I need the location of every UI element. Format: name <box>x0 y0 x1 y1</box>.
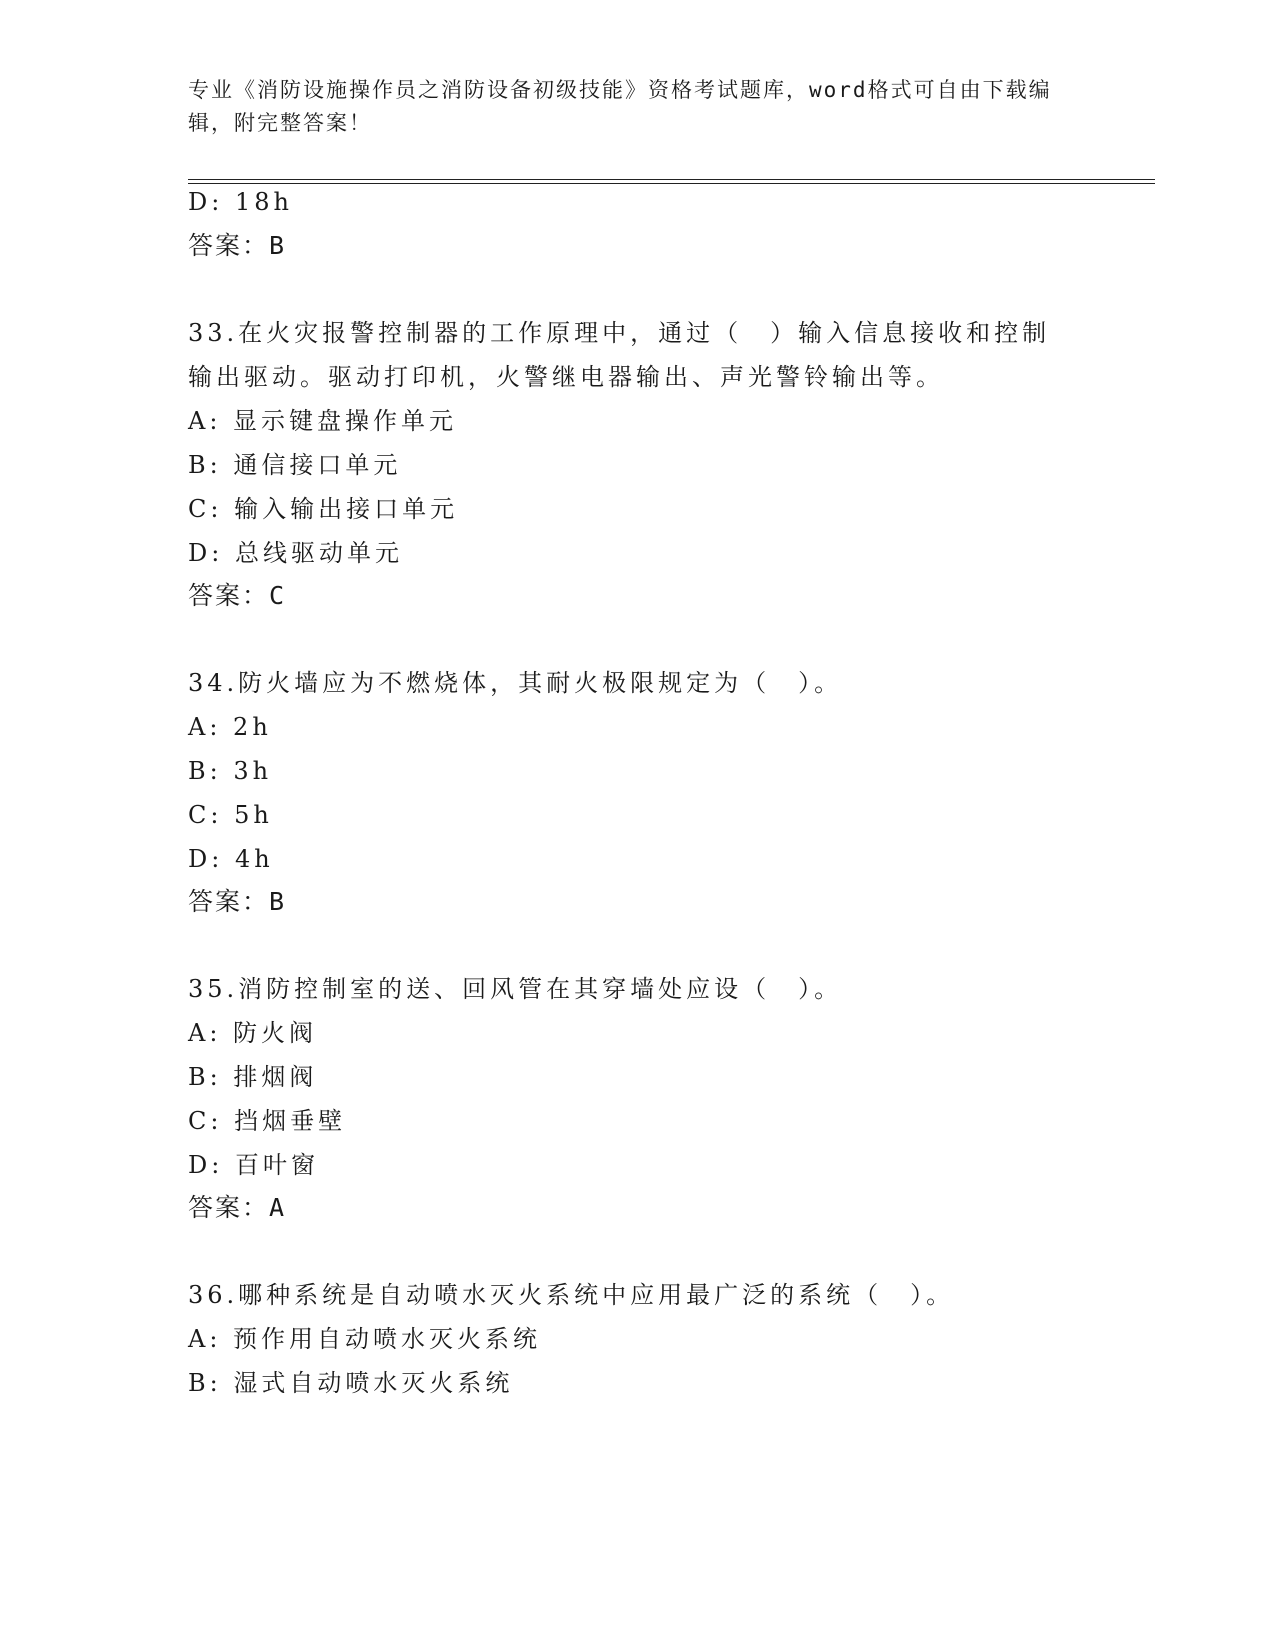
question-35-option-c: C: 挡烟垂壁 <box>188 1107 347 1135</box>
question-34-stem: 34.防火墙应为不燃烧体，其耐火极限规定为（ ）。 <box>188 669 843 697</box>
question-35-option-b: B: 排烟阀 <box>188 1063 318 1091</box>
question-35-option-a: A: 防火阀 <box>188 1019 318 1047</box>
question-33-stem-line1: 33.在火灾报警控制器的工作原理中，通过（ ）输入信息接收和控制 <box>188 319 1051 347</box>
header-divider-top <box>188 179 1155 180</box>
question-36-option-b: B: 湿式自动喷水灭火系统 <box>188 1369 514 1397</box>
header-divider-bottom <box>188 183 1155 184</box>
question-34-option-b: B: 3h <box>188 757 273 785</box>
question-35-answer: 答案：A <box>188 1193 287 1222</box>
question-34-option-d: D: 4h <box>188 845 274 873</box>
question-34-option-a: A: 2h <box>188 713 272 741</box>
question-33-option-b: B: 通信接口单元 <box>188 451 402 479</box>
question-33-stem-line2: 输出驱动。驱动打印机，火警继电器输出、声光警铃输出等。 <box>188 363 944 391</box>
page-header: 专业《消防设施操作员之消防设备初级技能》资格考试题库，word格式可自由下载编辑，附完整答案！ <box>188 78 1052 135</box>
question-35-option-d: D: 百叶窗 <box>188 1151 319 1179</box>
option-d: D: 18h <box>188 188 293 216</box>
answer: 答案：B <box>188 231 287 260</box>
question-34-option-c: C: 5h <box>188 801 273 829</box>
question-36-option-a: A: 预作用自动喷水灭火系统 <box>188 1325 542 1353</box>
question-33-option-d: D: 总线驱动单元 <box>188 539 403 567</box>
question-33-option-a: A: 显示键盘操作单元 <box>188 407 458 435</box>
question-36-stem: 36.哪种系统是自动喷水灭火系统中应用最广泛的系统（ ）。 <box>188 1281 955 1309</box>
question-34-answer: 答案：B <box>188 887 287 916</box>
question-33-option-c: C: 输入输出接口单元 <box>188 495 459 523</box>
question-35-stem: 35.消防控制室的送、回风管在其穿墙处应设（ ）。 <box>188 975 843 1003</box>
question-33-answer: 答案：C <box>188 581 287 610</box>
